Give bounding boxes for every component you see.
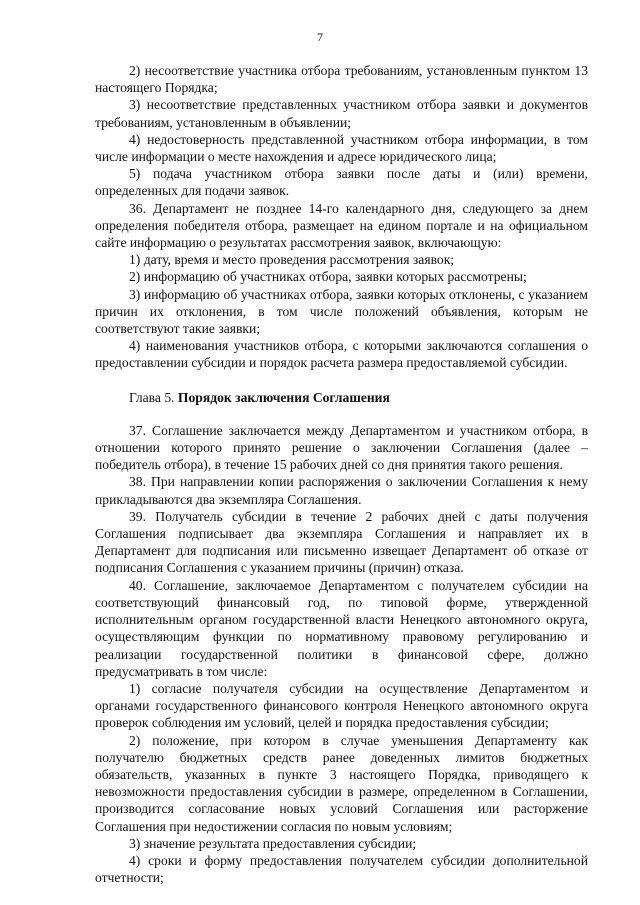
paragraph-item: 5) подача участником отбора заявки после даты и (или) времени, определенных для подачи заявок. bbox=[95, 166, 588, 199]
paragraph-item: 2) информацию об участниках отбора, заявки которых рассмотрены; bbox=[129, 269, 527, 285]
paragraph-item: 1) согласие получателя субсидии на осуществление Департаментом и органами государственного финансового контроля Ненецкого автономного округа проверок соблюдения им условий, целей и порядка предоставления субсидии; bbox=[95, 680, 588, 731]
paragraph-40: 40. Соглашение, заключаемое Департаментом с получателем субсидии на соответствующий финансовый год, по типовой форме, утвержденной исполнительным органом государственной власти Ненецкого автономного округа, осуществляющим функции по нормативному правовому регулированию и реализации государственной политики в финансовой сфере, должно предусматривать в том числе: bbox=[95, 577, 588, 679]
paragraph-item: 1) дату, время и место проведения рассмотрения заявок; bbox=[129, 252, 455, 268]
chapter-prefix: Глава 5. bbox=[129, 389, 178, 405]
page-number: 7 bbox=[317, 30, 323, 44]
chapter-heading bbox=[95, 389, 588, 406]
paragraph-39: 39. Получатель субсидии в течение 2 рабочих дней с даты получения Соглашения подписывает два экземпляра Соглашения и направляет их в Департамент для подписания или письменно извещает Департамент об отказе от подписания Соглашения с указанием причины (причин) отказа. bbox=[95, 508, 588, 576]
paragraph-36: 36. Департамент не позднее 14-го календарного дня, следующего за днем определения победителя отбора, размещает на едином портале и на официальном сайте информацию о результатах рассмотрения заявок, включающую: bbox=[95, 200, 588, 251]
paragraph-38: 38. При направлении копии распоряжения о заключении Соглашения к нему прикладываются два экземпляра Соглашения. bbox=[95, 474, 588, 507]
chapter-title: Порядок заключения Соглашения bbox=[177, 389, 390, 405]
paragraph-item: 2) положение, при котором в случае уменьшения Департаменту как получателю бюджетных средств ранее доведенных лимитов бюджетных обязательств, указанных в пункте 3 настоящего Порядка, приводящего к невозможности предоставления субсидии в размере, определенном в Соглашении, производится согласование новых условий Соглашения или расторжение Соглашения при недостижении согласия по новым условиям; bbox=[95, 732, 588, 834]
paragraph-item: 3) несоответствие представленных участником отбора заявки и документов требованиям, установленным в объявлении; bbox=[95, 97, 588, 130]
paragraph-item: 3) информацию об участниках отбора, заявки которых отклонены, с указанием причин их отклонения, в том числе положений объявления, которым не соответствуют такие заявки; bbox=[95, 286, 588, 337]
paragraph-item: 4) наименования участников отбора, с которыми заключаются соглашения о предоставлении субсидии и порядок расчета размера предоставляемой субсидии. bbox=[95, 338, 588, 371]
paragraph-37: 37. Соглашение заключается между Департаментом и участником отбора, в отношении которого принято решение о заключении Соглашения (далее – победитель отбора), в течение 15 рабочих дней со дня принятия такого решения. bbox=[95, 422, 588, 473]
paragraph-item: 4) недостоверность представленной участником отбора информации, в том числе информации о месте нахождения и адресе юридического лица; bbox=[95, 131, 588, 165]
paragraph-item: 4) сроки и форму предоставления получателем субсидии дополнительной отчетности; bbox=[95, 852, 588, 886]
document-body bbox=[95, 62, 588, 886]
paragraph-item: 3) значение результата предоставления субсидии; bbox=[129, 835, 417, 851]
paragraph-item: 2) несоответствие участника отбора требованиям, установленным пунктом 13 настоящего Порядка; bbox=[95, 63, 588, 96]
